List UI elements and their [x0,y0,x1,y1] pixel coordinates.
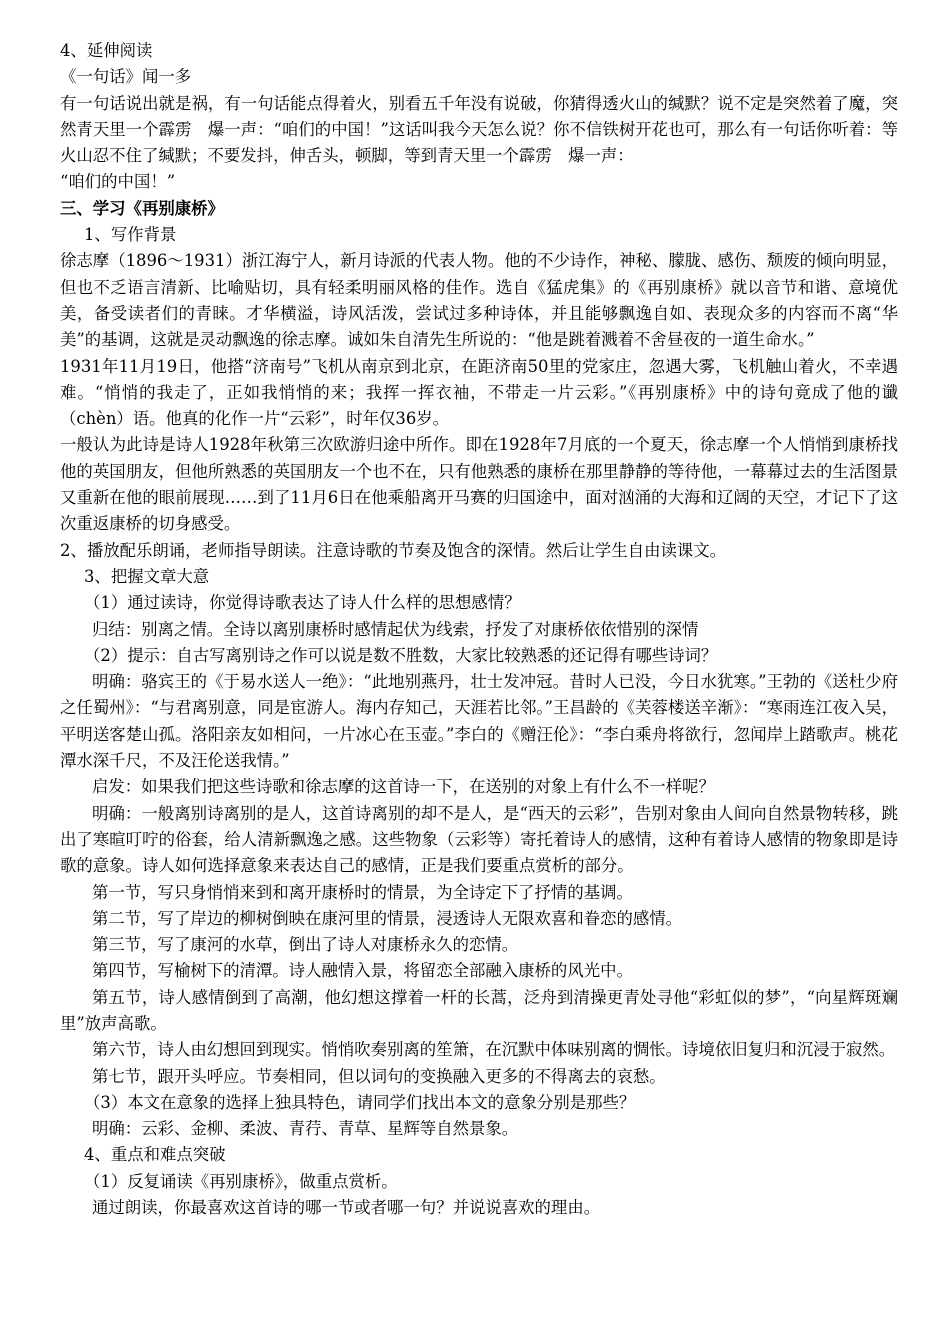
poem-title: 《一句话》闻一多 [60,67,192,87]
section-note-5: 第五节，诗人感情倒到了高潮，他幻想这撑着一杆的长蒿，泛舟到清操更青处寻他“彩虹似的梦”，“向星辉斑斓里”放声高歌。 [60,987,898,1033]
poem-body: 有一句话说出就是祸，有一句话能点得着火，别看五千年没有说破，你猜得透火山的缄默？说不定是突然着了魔，突然青天里一个霹雳 爆一声：“咱们的中国！”这话叫我今天怎么说？你不信铁树开花也可，那么有一句话你听着：等火山忍不住了缄默；不要发抖，伸舌头，顿脚，等到青天里一个霹雳 爆一声： [60,93,898,166]
answer-1: 归结：别离之情。全诗以离别康桥时感情起伏为线索，抒发了对康桥依依惜别的深情 [92,619,699,639]
extended-reading-heading: 4、延伸阅读 [60,41,153,60]
question-3: （3）本文在意象的选择上独具特色，请同学们找出本文的意象分别是那些？ [84,1092,636,1112]
section-note-1: 第一节，写只身悄悄来到和离开康桥时的情景，为全诗定下了抒情的基调。 [92,882,633,902]
background-heading: 1、写作背景 [84,225,177,245]
section-three-heading: 三、学习《再别康桥》 [60,198,224,218]
section-note-7: 第七节，跟开头呼应。节奏相同，但以词句的变换融入更多的不得离去的哀愁。 [92,1066,666,1086]
poem-end: “咱们的中国！” [60,172,176,192]
question-1: （1）通过读诗，你觉得诗歌表达了诗人什么样的思想感情？ [84,593,521,613]
section-note-2: 第二节，写了岸边的柳树倒映在康河里的情景，浸透诗人无限欢喜和眷恋的感情。 [92,908,683,928]
question-2: （2）提示：自古写离别诗之作可以说是数不胜数，大家比较熟悉的还记得有哪些诗词？ [84,645,718,665]
background-paragraph-2: 1931年11月19日，他搭“济南号”飞机从南京到北京，在距济南50里的党家庄，忽遇大雾，飞机触山着火，不幸遇难。“悄悄的我走了，正如我悄悄的来；我挥一挥衣袖，不带走一片云彩。”《再别康桥》中的诗句竟成了他的谶（chèn）语。他真的化作一片“云彩”，时年仅36岁。 [60,356,898,429]
key-prompt: 通过朗读，你最喜欢这首诗的哪一节或者哪一句？并说说喜欢的理由。 [92,1198,601,1218]
background-paragraph-1: 徐志摩（1896～1931）浙江海宁人，新月诗派的代表人物。他的不少诗作，神秘、朦胧、感伤、颓废的倾向明显，但也不乏语言清新、比喻贴切，具有轻柔明丽风格的佳作。选自《猛虎集》的《再别康桥》就以音节和谐、意境优美，备受读者们的青睐。才华横溢，诗风活泼，尝试过多种诗体，并且能够飘逸自如、表现众多的内容而不离“华美”的基调，这就是灵动飘逸的徐志摩。诚如朱自清先生所说的：“他是跳着溅着不舍昼夜的一道生命水。” [60,251,898,350]
answer-2: 明确：骆宾王的《于易水送人一绝》：“此地别燕丹，壮士发冲冠。昔时人已没，今日水犹寒。”王勃的《送杜少府之任蜀州》：“与君离别意，同是宦游人。海内存知己，天涯若比邻。”王昌龄的《芙蓉楼送辛渐》：“寒雨连江夜入吴，平明送客楚山孤。洛阳亲友如相问，一片冰心在玉壶。”李白的《赠汪伦》：“李白乘舟将欲行，忽闻岸上踏歌声。桃花潭水深千尺，不及汪伦送我情。” [60,672,898,771]
section-note-6: 第六节，诗人由幻想回到现实。悄悄吹奏别离的笙箫，在沉默中体味别离的惆怅。诗境依旧复归和沉浸于寂然。 [92,1040,896,1060]
background-paragraph-3: 一般认为此诗是诗人1928年秋第三次欧游归途中所作。即在1928年7月底的一个夏天，徐志摩一个人悄悄到康桥找他的英国朋友，但他所熟悉的英国朋友一个也不在，只有他熟悉的康桥在那里静静的等待他，一幕幕过去的生活图景又重新在他的眼前展现……到了11月6日在他乘船离开马赛的归国途中，面对汹涌的大海和辽阔的天空，才记下了这次重返康桥的切身感受。 [60,435,898,534]
main-idea-heading: 3、把握文章大意 [84,566,210,586]
key-points-heading: 4、重点和难点突破 [84,1145,226,1165]
key-question-1: （1）反复诵读《再别康桥》，做重点赏析。 [84,1171,398,1191]
inspire-question: 启发：如果我们把这些诗歌和徐志摩的这首诗一下，在送别的对象上有什么不一样呢？ [92,777,715,797]
document-page [60,38,898,1221]
section-note-4: 第四节，写榆树下的清潭。诗人融情入景，将留恋全部融入康桥的风光中。 [92,961,633,981]
answer-3: 明确：云彩、金柳、柔波、青荇、青草、星辉等自然景象。 [92,1119,519,1139]
section-note-3: 第三节，写了康河的水草，倒出了诗人对康桥永久的恋情。 [92,935,519,955]
reading-step: 2、播放配乐朗诵，老师指导朗读。注意诗歌的节奏及饱含的深情。然后让学生自由读课文。 [60,540,727,560]
clarify-answer: 明确：一般离别诗离别的是人，这首诗离别的却不是人，是“西天的云彩”，告别对象由人间向自然景物转移，跳出了寒暄叮咛的俗套，给人清新飘逸之感。这些物象（云彩等）寄托着诗人的感情，这种有着诗人感情的物象即是诗歌的意象。诗人如何选择意象来表达自己的感情，正是我们要重点赏析的部分。 [60,803,898,876]
